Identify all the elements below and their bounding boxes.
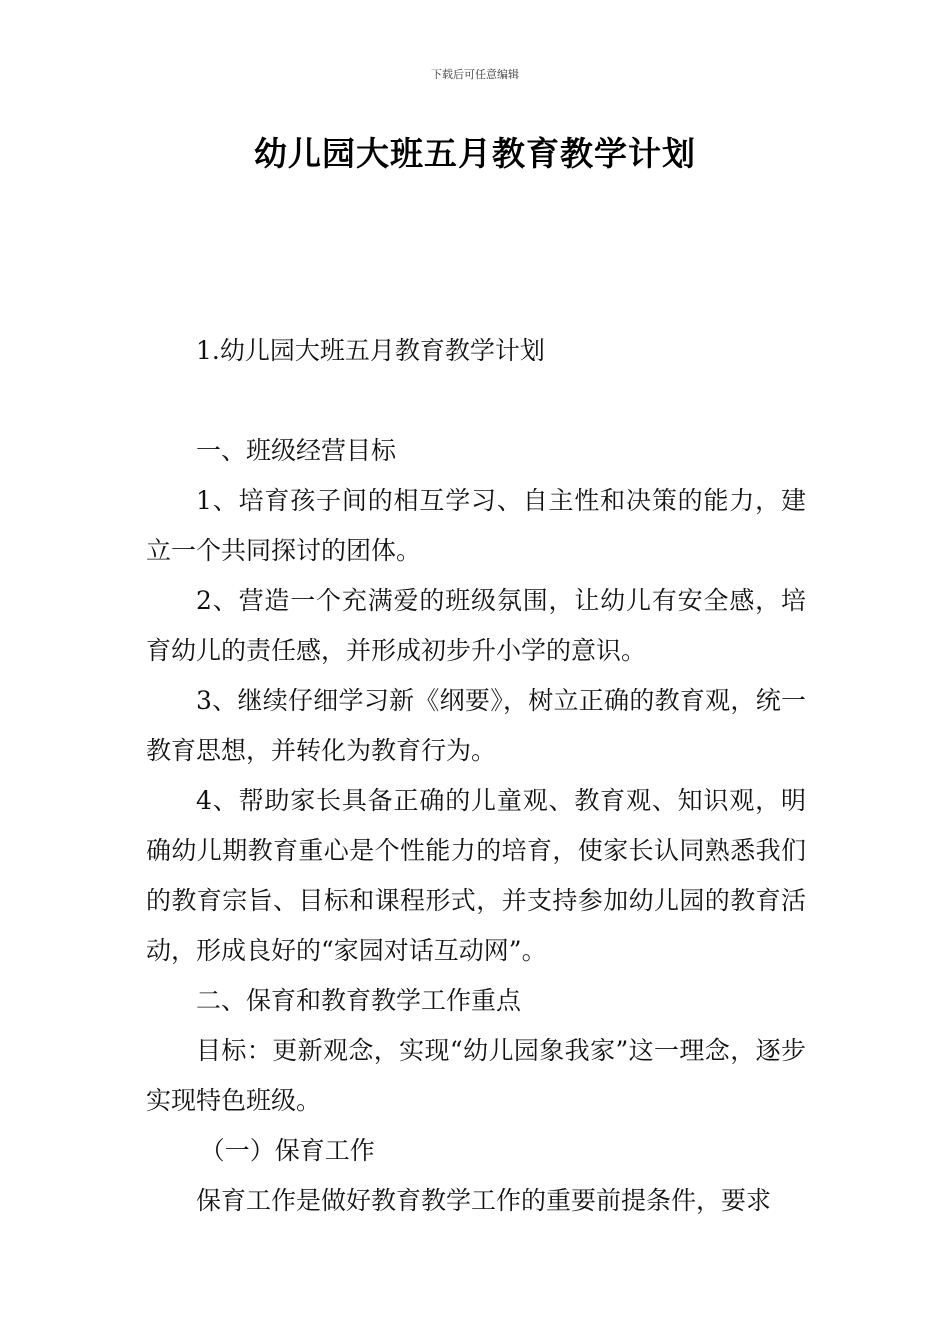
document-body [146,326,806,1226]
paragraph-subheading-care: （一）保育工作 [199,1136,375,1165]
paragraph-care-intro: 保育工作是做好教育教学工作的重要前提条件，要求 [196,1186,772,1215]
paragraph-goal-1: 1、培育孩子间的相互学习、自主性和决策的能力，建立一个共同探讨的团体。 [146,486,806,565]
paragraph-heading-work-focus: 二、保育和教育教学工作重点 [196,986,522,1015]
document-title: 幼儿园大班五月教育教学计划 [254,134,696,173]
paragraph-target: 目标：更新观念，实现“幼儿园象我家”这一理念，逐步实现特色班级。 [146,1036,806,1115]
header-note: 下载后可任意编辑 [431,68,519,81]
paragraph-goal-3: 3、继续仔细学习新《纲要》，树立正确的教育观，统一教育思想，并转化为教育行为。 [146,686,806,765]
paragraph-heading-class-goals: 一、班级经营目标 [196,436,397,465]
paragraph-goal-2: 2、营造一个充满爱的班级氛围，让幼儿有安全感，培育幼儿的责任感，并形成初步升小学的意识。 [146,586,806,665]
paragraph-section-heading: 1.幼儿园大班五月教育教学计划 [196,336,545,365]
paragraph-goal-4: 4、帮助家长具备正确的儿童观、教育观、知识观，明确幼儿期教育重心是个性能力的培育，使家长认同熟悉我们的教育宗旨、目标和课程形式，并支持参加幼儿园的教育活动，形成良好的“家园对话互动网”。 [146,786,806,965]
